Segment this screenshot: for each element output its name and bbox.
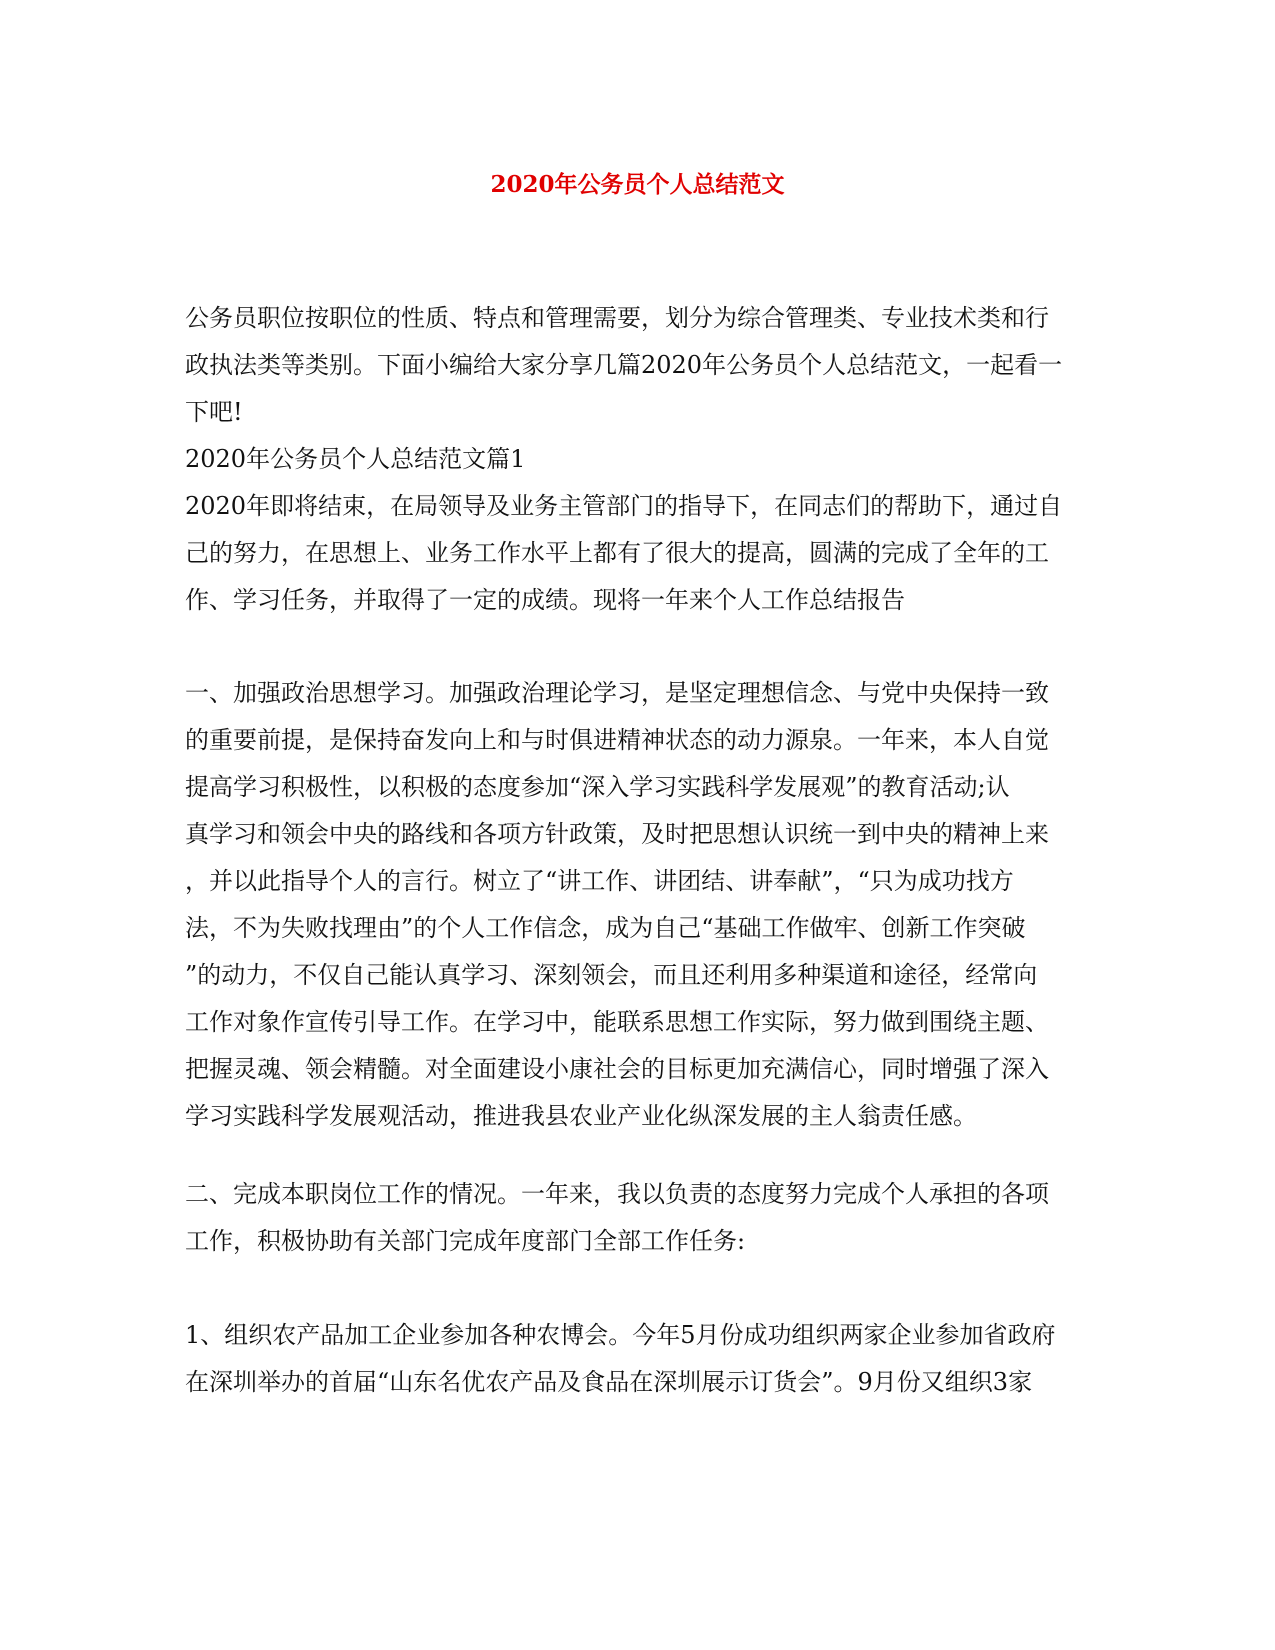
text-line: 作、学习任务，并取得了一定的成绩。现将一年来个人工作总结报告	[185, 586, 905, 614]
text-line: 1、组织农产品加工企业参加各种农博会。今年5月份成功组织两家企业参加省政府	[185, 1321, 1056, 1349]
text-line: 真学习和领会中央的路线和各项方针政策，及时把思想认识统一到中央的精神上来	[185, 820, 1049, 848]
text-line: 2020年公务员个人总结范文篇1	[185, 445, 526, 473]
text-line: ”的动力，不仅自己能认真学习、深刻领会，而且还利用多种渠道和途径，经常向	[185, 961, 1038, 989]
paragraph-opening	[185, 483, 1090, 624]
text-line: 二、完成本职岗位工作的情况。一年来，我以负责的态度努力完成个人承担的各项	[185, 1180, 1049, 1208]
text-line: ，并以此指导个人的言行。树立了“讲工作、讲团结、讲奉献”，“只为成功找方	[185, 867, 1014, 895]
paragraph-intro	[185, 295, 1090, 436]
text-line: 2020年即将结束，在局领导及业务主管部门的指导下，在同志们的帮助下，通过自	[185, 492, 1063, 520]
paragraph-agri-expo	[185, 1312, 1090, 1406]
text-line: 工作对象作宣传引导工作。在学习中，能联系思想工作实际，努力做到围绕主题、	[185, 1008, 1049, 1036]
text-line: 学习实践科学发展观活动，推进我县农业产业化纵深发展的主人翁责任感。	[185, 1102, 977, 1130]
section-heading	[185, 436, 1090, 483]
document-title: 2020年公务员个人总结范文	[490, 171, 785, 198]
paragraph-job-duties	[185, 1171, 1090, 1265]
text-line: 己的努力，在思想上、业务工作水平上都有了很大的提高，圆满的完成了全年的工	[185, 539, 1049, 567]
text-line: 下吧!	[185, 398, 243, 426]
text-line: 公务员职位按职位的性质、特点和管理需要，划分为综合管理类、专业技术类和行	[185, 304, 1049, 332]
text-line: 在深圳举办的首届“山东名优农产品及食品在深圳展示订货会”。9月份又组织3家	[185, 1368, 1033, 1396]
text-line: 一、加强政治思想学习。加强政治理论学习，是坚定理想信念、与党中央保持一致	[185, 679, 1049, 707]
text-line: 把握灵魂、领会精髓。对全面建设小康社会的目标更加充满信心，同时增强了深入	[185, 1055, 1049, 1083]
text-line: 的重要前提，是保持奋发向上和与时俱进精神状态的动力源泉。一年来，本人自觉	[185, 726, 1049, 754]
text-line: 工作，积极协助有关部门完成年度部门全部工作任务:	[185, 1227, 746, 1255]
text-line: 法，不为失败找理由”的个人工作信念，成为自己“基础工作做牢、创新工作突破	[185, 914, 1026, 942]
paragraph-political-study	[185, 670, 1090, 1140]
text-line: 政执法类等类别。下面小编给大家分享几篇2020年公务员个人总结范文，一起看一	[185, 351, 1063, 379]
text-line: 提高学习积极性，以积极的态度参加“深入学习实践科学发展观”的教育活动;认	[185, 773, 1010, 801]
